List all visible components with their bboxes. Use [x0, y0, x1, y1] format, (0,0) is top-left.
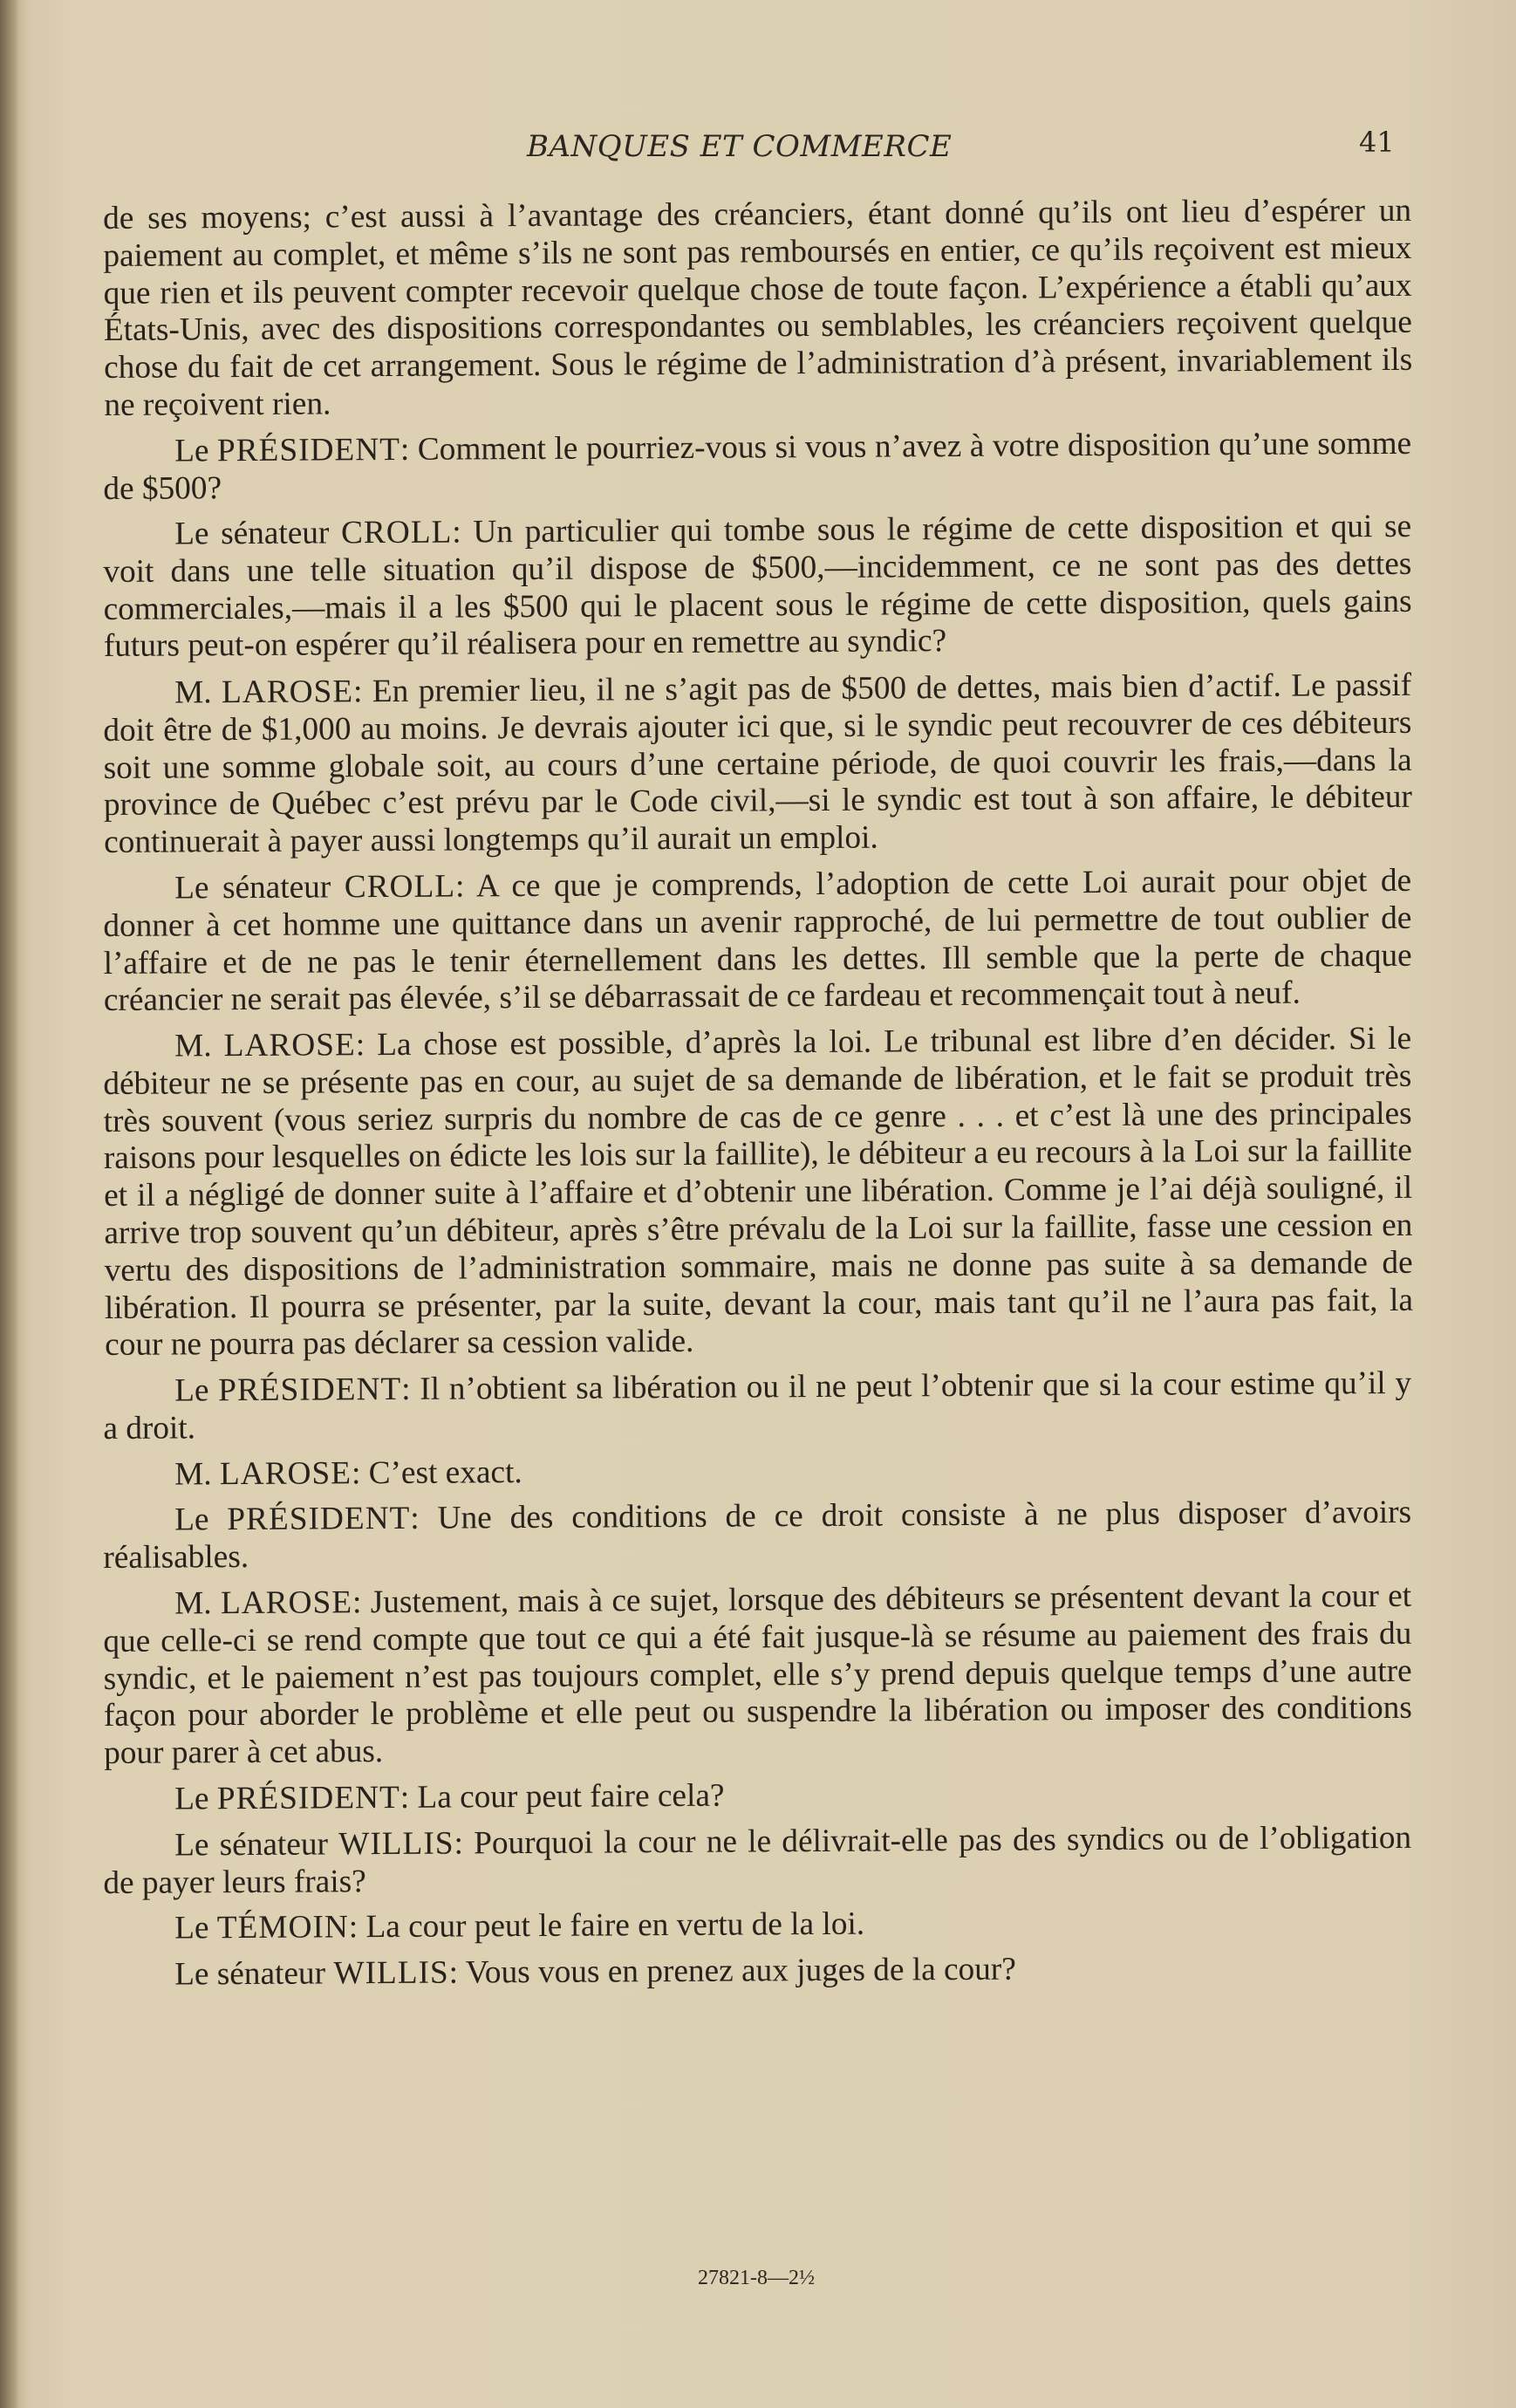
- speaker-prefix: Le sénateur: [174, 1955, 334, 1993]
- speaker-prefix: M.: [174, 1455, 221, 1492]
- paragraph-text: : Un particulier qui tombe sous le régime de cette disposition et qui se voit dans une telle situation qu’il dispose de $500,—incidemment, ce ne sont pas des dettes commerciales,—mais il a les $500 qui le placent sous le régime de cette disposition, quels gains futurs peut-on espérer qu’il réalisera pour en remettre au syndic?: [103, 509, 1412, 665]
- speaker-prefix: M.: [174, 674, 222, 711]
- paragraph-11: [103, 1774, 1411, 1819]
- speaker-prefix: Le: [174, 1502, 228, 1538]
- paragraph-7: [103, 1365, 1411, 1448]
- paragraph-text: : Vous vous en prenez aux juges de la cour?: [448, 1951, 1016, 1991]
- speaker-prefix: Le: [174, 432, 218, 469]
- speaker-name: LAROSE: [219, 1454, 352, 1492]
- paragraph-10: [103, 1578, 1412, 1773]
- paragraph-text: : Il n’obtient sa libération ou il ne peut l’obtenir que si la cour estime qu’il y a droit.: [103, 1365, 1412, 1447]
- speaker-name: WILLIS: [333, 1954, 449, 1992]
- body-text: [103, 192, 1414, 2003]
- page-number: 41: [1359, 126, 1395, 159]
- speaker-prefix: Le sénateur: [174, 868, 345, 906]
- speaker-name: CROLL: [340, 514, 453, 551]
- paragraph-3: [103, 509, 1412, 666]
- paragraph-text: : La cour peut faire cela?: [399, 1777, 725, 1816]
- speaker-prefix: Le: [174, 1910, 217, 1946]
- speaker-prefix: Le: [174, 1781, 217, 1817]
- paragraph-text: : La chose est possible, d’après la loi. Le tribunal est libre d’en décider. Si le débiteur ne se présente pas en cour, au sujet de sa demande de libération, et le fait se produit très très souvent (vous seriez surpris du nombre de cas de ce genre . . . et c’est là une des principales raisons pour lesquelles on édicte les lois sur la faillite), le débiteur a eu recours à la Loi sur la faillite et il a négligé de donner suite à l’affaire et d’obtenir une libération. Comme je l’ai déjà souligné, il arrive trop souvent qu’un débiteur, après s’être prévalu de la Loi sur la faillite, fasse une cession en vertu des dispositions de l’administration sommaire, mais ne donne pas suite à sa demande de libération. Il pourra se présenter, par la suite, devant la cour, mais tant qu’il ne l’aura pas fait, la cour ne pourra pas déclarer sa cession valide.: [103, 1020, 1414, 1364]
- paragraph-text: : C’est exact.: [351, 1454, 522, 1491]
- paragraph-8: [103, 1448, 1411, 1494]
- paragraph-13: [103, 1903, 1411, 1948]
- speaker-name: LAROSE: [223, 1026, 356, 1064]
- paragraph-text: : Une des conditions de ce droit consiste à ne plus disposer d’avoirs réalisables.: [103, 1495, 1412, 1577]
- paragraph-text: de ses moyens; c’est aussi à l’avantage des créanciers, étant donné qu’ils ont lieu d’espérer un paiement au complet, et même s’ils ne sont pas remboursés en entier, ce qu’ils reçoivent est mieux que rien et ils peuvent compter recevoir quelque chose de toute façon. L’expérience a établi qu’aux États-Unis, avec des dispositions correspondantes ou semblables, les créanciers reçoivent quelque chose du fait de cet arrangement. Sous le régime de l’administration d’à présent, invariablement ils ne reçoivent rien.: [103, 192, 1413, 423]
- paragraph-2: [103, 426, 1411, 509]
- paragraph-text: : A ce que je comprends, l’adoption de cette Loi aurait pour objet de donner à cet homme une quittance dans un avenir rapproché, de lui permettre de tout oublier de l’affaire et de ne pas le tenir éternellement dans les dettes. Ill semble que la perte de chaque créancier ne serait pas élevée, s’il se débarrassait de ce fardeau et recommençait tout à neuf.: [103, 862, 1412, 1018]
- printer-code: 27821-8—2½: [698, 2267, 815, 2289]
- speaker-name: PRÉSIDENT: [227, 1501, 411, 1538]
- running-head: [0, 126, 1516, 173]
- speaker-name: LAROSE: [221, 673, 354, 710]
- speaker-name: CROLL: [344, 868, 456, 905]
- speaker-name: WILLIS: [338, 1825, 454, 1863]
- paragraph-text: : Pourquoi la cour ne le délivrait-elle pas des syndics ou de l’obligation de payer leurs frais?: [103, 1819, 1412, 1901]
- speaker-name: TÉMOIN: [216, 1909, 349, 1946]
- paragraph-9: [103, 1495, 1411, 1577]
- speaker-prefix: M.: [174, 1027, 224, 1064]
- paragraph-4: [103, 667, 1412, 861]
- paragraph-5: [103, 862, 1412, 1019]
- speaker-prefix: Le sénateur: [174, 1826, 339, 1864]
- paragraph-text: : La cour peut le faire en vertu de la loi.: [348, 1905, 865, 1946]
- speaker-name: PRÉSIDENT: [216, 1779, 400, 1817]
- book-spine-shadow: [0, 0, 19, 2408]
- speaker-name: PRÉSIDENT: [216, 431, 401, 469]
- paragraph-text: : Justement, mais à ce sujet, lorsque des débiteurs se présentent devant la cour et que celle-ci se rend compte que tout ce qui a été fait jusque-là se résume au paiement des frais du syndic, et le paiement n’est pas toujours complet, elle s’y prend depuis quelque temps d’une autre façon pour aborder le problème et elle peut ou suspendre la libération ou imposer des conditions pour parer à cet abus.: [103, 1577, 1413, 1772]
- running-title: BANQUES ET COMMERCE: [527, 129, 953, 164]
- paragraph-1: [103, 193, 1413, 425]
- speaker-prefix: Le sénateur: [174, 515, 342, 552]
- speaker-prefix: M.: [174, 1585, 222, 1622]
- paragraph-text: : Comment le pourriez-vous si vous n’avez à votre disposition qu’une somme de $500?: [103, 425, 1412, 507]
- speaker-name: PRÉSIDENT: [218, 1371, 402, 1409]
- paragraph-12: [103, 1820, 1411, 1903]
- speaker-prefix: Le: [174, 1372, 219, 1409]
- paragraph-14: [103, 1949, 1411, 1994]
- speaker-name: LAROSE: [220, 1584, 353, 1622]
- paragraph-6: [103, 1021, 1413, 1365]
- paragraph-text: : En premier lieu, il ne s’agit pas de $500 de dettes, mais bien d’actif. Le passif doit être de $1,000 au moins. Je devrais ajouter ici que, si le syndic peut recouvrer de ces débiteurs soit une somme globale soit, au cours d’une certaine période, de quoi couvrir les frais,—dans la province de Québec c’est prévu par le Code civil,—si le syndic est tout à son affaire, le débiteur continuerait à payer aussi longtemps qu’il aurait un emploi.: [103, 667, 1413, 860]
